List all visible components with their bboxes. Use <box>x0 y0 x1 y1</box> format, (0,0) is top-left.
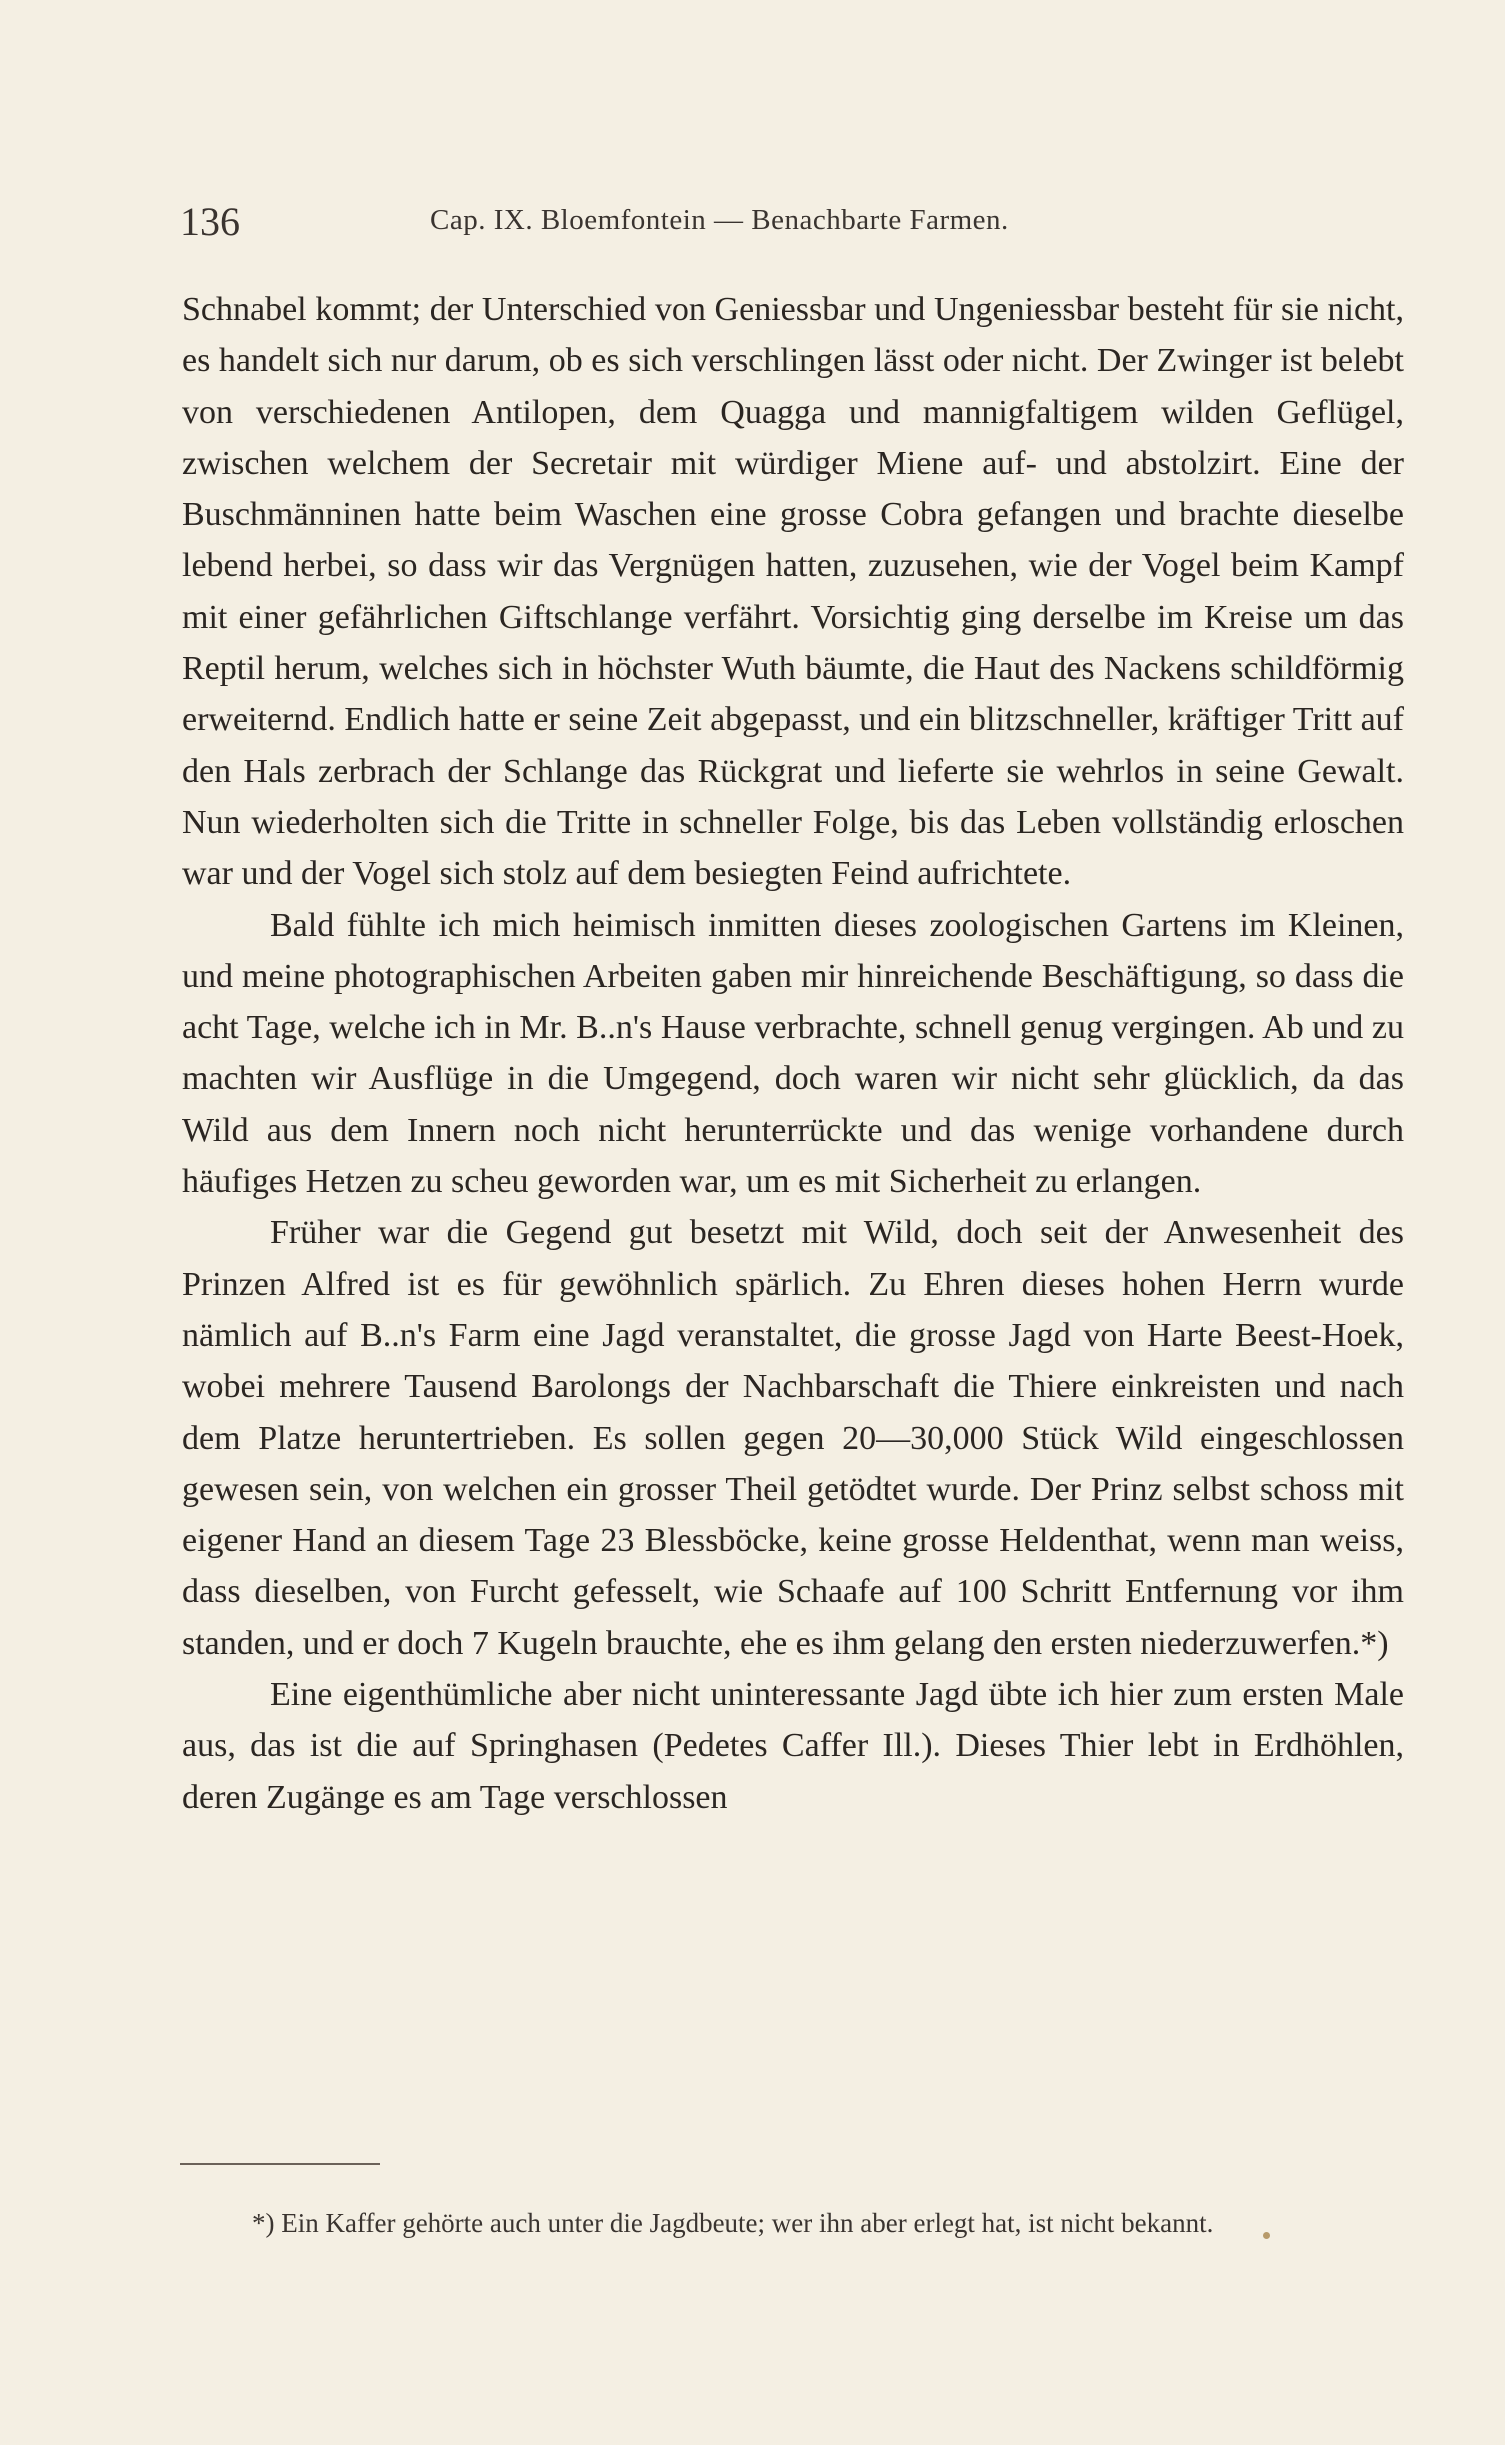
page-number: 136 <box>180 199 240 244</box>
footnote-text: *) Ein Kaffer gehörte auch unter die Jagdbeute; wer ihn aber erlegt hat, ist nicht bekannt. <box>252 2208 1214 2238</box>
footnote <box>182 2203 1404 2243</box>
paragraph: Eine eigenthümliche aber nicht uninteressante Jagd übte ich hier zum ersten Male aus, das ist die auf Springhasen (Pedetes Caffer Ill.). Dieses Thier lebt in Erdhöhlen, deren Zugänge es am Tage verschlossen <box>182 1676 1404 1816</box>
footnote-divider <box>180 2163 380 2165</box>
body-text <box>182 284 1404 1823</box>
running-head: Cap. IX. Bloemfontein — Benachbarte Farmen. <box>430 204 1009 236</box>
paragraph: Schnabel kommt; der Unterschied von Geniessbar und Ungeniessbar besteht für sie nicht, es handelt sich nur darum, ob es sich verschlingen lässt oder nicht. Der Zwinger ist belebt von verschiedenen Antilopen, dem Quagga und mannigfaltigem wilden Geflügel, zwischen welchem der Secretair mit würdiger Miene auf- und abstolzirt. Eine der Buschmänninen hatte beim Waschen eine grosse Cobra gefangen und brachte dieselbe lebend herbei, so dass wir das Vergnügen hatten, zuzusehen, wie der Vogel beim Kampf mit einer gefährlichen Giftschlange verfährt. Vorsichtig ging derselbe im Kreise um das Reptil herum, welches sich in höchster Wuth bäumte, die Haut des Nackens schildförmig erweiternd. Endlich hatte er seine Zeit abgepasst, und ein blitzschneller, kräftiger Tritt auf den Hals zerbrach der Schlange das Rückgrat und lieferte sie wehrlos in seine Gewalt. Nun wiederholten sich die Tritte in schneller Folge, bis das Leben vollständig erloschen war und der Vogel sich stolz auf dem besiegten Feind aufrichtete. <box>182 291 1404 893</box>
paper-speck <box>1263 2232 1270 2239</box>
paragraph: Früher war die Gegend gut besetzt mit Wild, doch seit der Anwesenheit des Prinzen Alfred ist es für gewöhnlich spärlich. Zu Ehren dieses hohen Herrn wurde nämlich auf B..n's Farm eine Jagd veranstaltet, die grosse Jagd von Harte Beest-Hoek, wobei mehrere Tausend Barolongs der Nachbarschaft die Thiere einkreisten und nach dem Platze heruntertrieben. Es sollen gegen 20—30,000 Stück Wild eingeschlossen gewesen sein, von welchen ein grosser Theil getödtet wurde. Der Prinz selbst schoss mit eigener Hand an diesem Tage 23 Blessböcke, keine grosse Heldenthat, wenn man weiss, dass dieselben, von Furcht gefesselt, wie Schaafe auf 100 Schritt Entfernung vor ihm standen, und er doch 7 Kugeln brauchte, ehe es ihm gelang den ersten niederzuwerfen.*) <box>182 1214 1404 1662</box>
page-header <box>180 198 1405 258</box>
paragraph: Bald fühlte ich mich heimisch inmitten dieses zoologischen Gartens im Kleinen, und meine photographischen Arbeiten gaben mir hinreichende Beschäftigung, so dass die acht Tage, welche ich in Mr. B..n's Hause verbrachte, schnell genug vergingen. Ab und zu machten wir Ausflüge in die Umgegend, doch waren wir nicht sehr glücklich, da das Wild aus dem Innern noch nicht herunterrückte und das wenige vorhandene durch häufiges Hetzen zu scheu geworden war, um es mit Sicherheit zu erlangen. <box>182 906 1404 1201</box>
